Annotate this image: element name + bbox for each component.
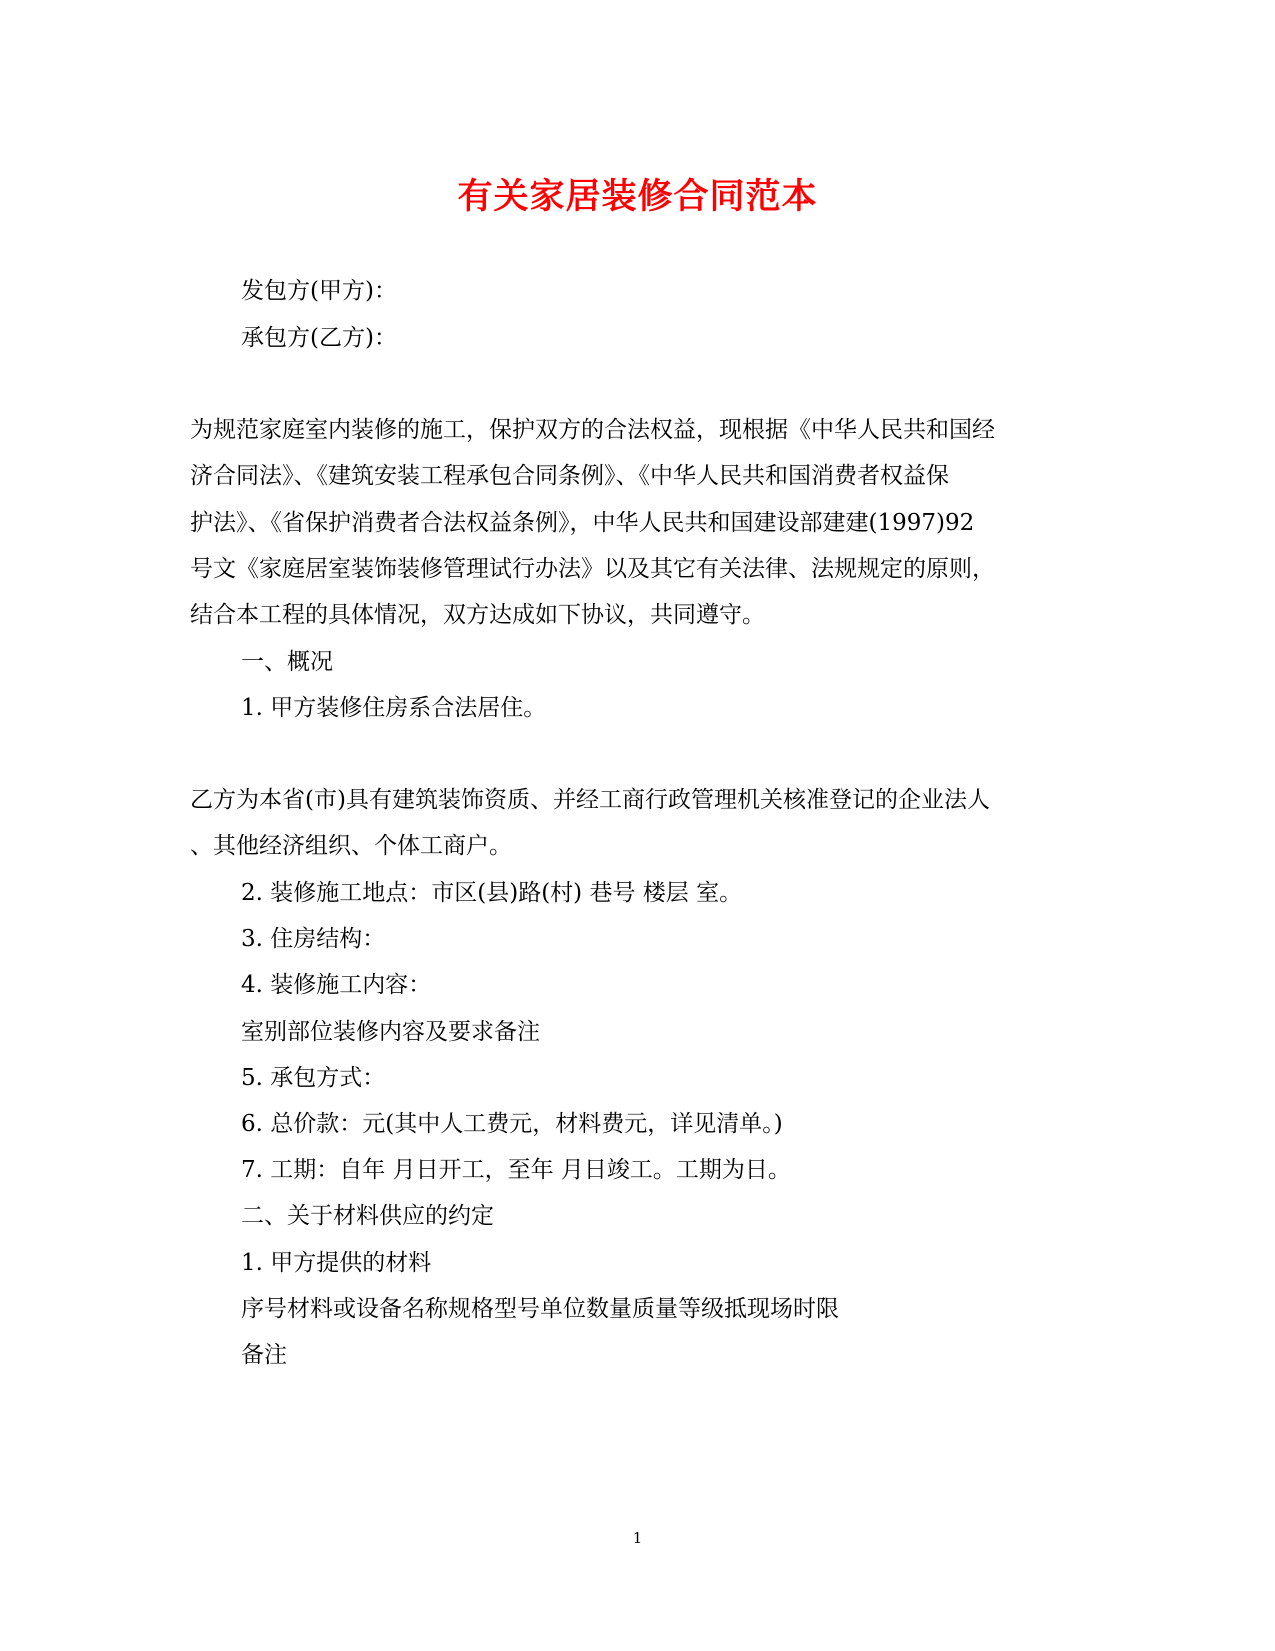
clause-item: 3. 住房结构： [241, 926, 386, 952]
table-header-text: 备注 [241, 1342, 287, 1368]
party-a-line: 发包方(甲方)： [241, 278, 397, 304]
intro-line: 为规范家庭室内装修的施工，保护双方的合法权益，现根据《中华人民共和国经 [190, 417, 995, 443]
section-heading: 一、概况 [241, 649, 333, 675]
table-header-text: 室别部位装修内容及要求备注 [241, 1019, 540, 1045]
intro-line: 济合同法》、《建筑安装工程承包合同条例》、《中华人民共和国消费者权益保 [190, 463, 949, 489]
intro-line: 护法》、《省保护消费者合法权益条例》，中华人民共和国建设部建建(1997)92 [190, 510, 975, 536]
clause-item: 4. 装修施工内容： [241, 972, 432, 998]
clause-item: 7. 工期：自年 月日开工，至年 月日竣工。工期为日。 [241, 1157, 791, 1183]
intro-line: 结合本工程的具体情况，双方达成如下协议，共同遵守。 [190, 602, 765, 628]
document-title: 有关家居装修合同范本 [457, 176, 818, 217]
clause-item: 6. 总价款：元(其中人工费元，材料费元，详见清单。) [241, 1111, 783, 1137]
clause-item: 1. 甲方装修住房系合法居住。 [241, 695, 547, 721]
table-header-text: 序号材料或设备名称规格型号单位数量质量等级抵现场时限 [241, 1296, 839, 1322]
contractor-line: 乙方为本省(市)具有建筑装饰资质、并经工商行政管理机关核准登记的企业法人 [190, 787, 990, 813]
party-b-line: 承包方(乙方)： [241, 325, 397, 351]
section-heading: 二、关于材料供应的约定 [241, 1203, 494, 1229]
clause-item: 1. 甲方提供的材料 [241, 1250, 432, 1276]
contractor-line: 、其他经济组织、个体工商户。 [190, 833, 512, 859]
clause-item: 2. 装修施工地点：市区(县)路(村) 巷号 楼层 室。 [241, 880, 743, 906]
page-number: 1 [632, 1529, 643, 1547]
intro-line: 号文《家庭居室装饰装修管理试行办法》以及其它有关法律、法规规定的原则， [190, 556, 995, 582]
clause-item: 5. 承包方式： [241, 1065, 386, 1091]
